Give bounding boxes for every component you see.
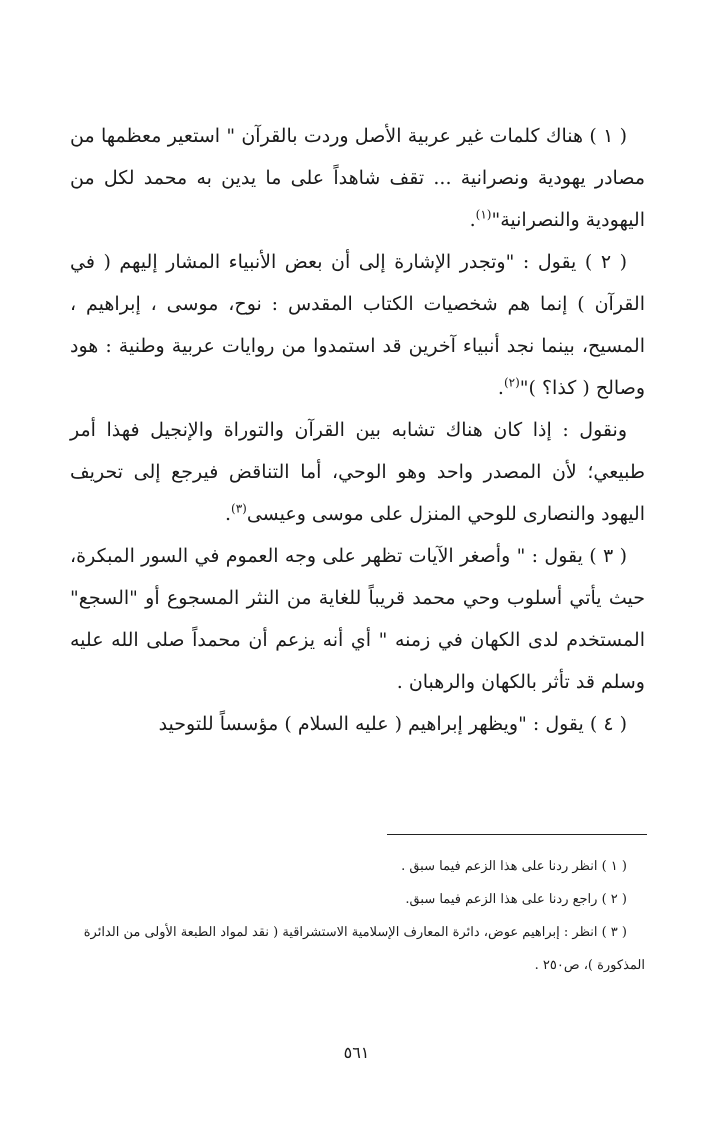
paragraph-3 xyxy=(70,409,645,535)
paragraph-2 xyxy=(70,241,645,409)
paragraph-4 xyxy=(70,535,645,703)
footnote-2-text: ( ٢ ) راجع ردنا على هذا الزعم فيما سبق. xyxy=(405,892,627,907)
footnote-3 xyxy=(65,916,645,982)
footnote-3-text: ( ٣ ) انظر : إبراهيم عوض، دائرة المعارف الإسلامية الاستشراقية ( نقد لمواد الطبعة الأولى من الدائرة المذكورة )، ص٢٥٠ . xyxy=(83,925,645,973)
paragraph-1 xyxy=(70,115,645,241)
footnote-1-text: ( ١ ) انظر ردنا على هذا الزعم فيما سبق . xyxy=(401,859,627,874)
paragraph-1-tail: . xyxy=(469,209,476,231)
footnote-2 xyxy=(65,883,645,916)
paragraph-5 xyxy=(70,703,645,745)
paragraph-4-text: ( ٣ ) يقول : " وأصغر الآيات تظهر على وجه العموم في السور المبكرة، حيث يأتي أسلوب وحي محمد قريباً للغاية من النثر المسجوع أو "السجع" المستخدم لدى الكهان في زمنه " أي أنه يزعم أن محمداً صلى الله عليه وسلم قد تأثر بالكهان والرهبان . xyxy=(70,545,645,693)
paragraph-5-text: ( ٤ ) يقول : "ويظهر إبراهيم ( عليه السلام ) مؤسساً للتوحيد xyxy=(158,713,627,735)
footnote-ref-1: (١) xyxy=(475,207,492,222)
page-number: ٥٦١ xyxy=(343,1043,370,1062)
paragraph-3-tail: . xyxy=(224,503,232,525)
footnote-1 xyxy=(65,850,645,883)
paragraph-1-text: ( ١ ) هناك كلمات غير عربية الأصل وردت بالقرآن " استعير معظمها من مصادر يهودية ونصرانية ... تقف شاهداً على ما يدين به محمد لكل من اليهودية والنصرانية" xyxy=(70,125,645,231)
footnotes xyxy=(65,850,645,982)
main-text xyxy=(70,115,645,745)
paragraph-3-text: ونقول : إذا كان هناك تشابه بين القرآن والتوراة والإنجيل فهذا أمر طبيعي؛ لأن المصدر واحد وهو الوحي، أما التناقض فيرجع إلى تحريف اليهود والنصارى للوحي المنزل على موسى وعيسى xyxy=(70,419,645,525)
footnote-separator xyxy=(387,834,647,835)
footnote-ref-3: (٣) xyxy=(231,501,247,516)
paragraph-2-tail: . xyxy=(497,377,504,399)
footnote-ref-2: (٢) xyxy=(503,375,520,390)
paragraph-2-text: ( ٢ ) يقول : "وتجدر الإشارة إلى أن بعض الأنبياء المشار إليهم ( في القرآن ) إنما هم شخصيات الكتاب المقدس : نوح، موسى ، إبراهيم ، المسيح، بينما نجد أنبياء آخرين قد استمدوا من روايات عربية وطنية : هود وصالح ( كذا؟ )" xyxy=(70,251,645,399)
